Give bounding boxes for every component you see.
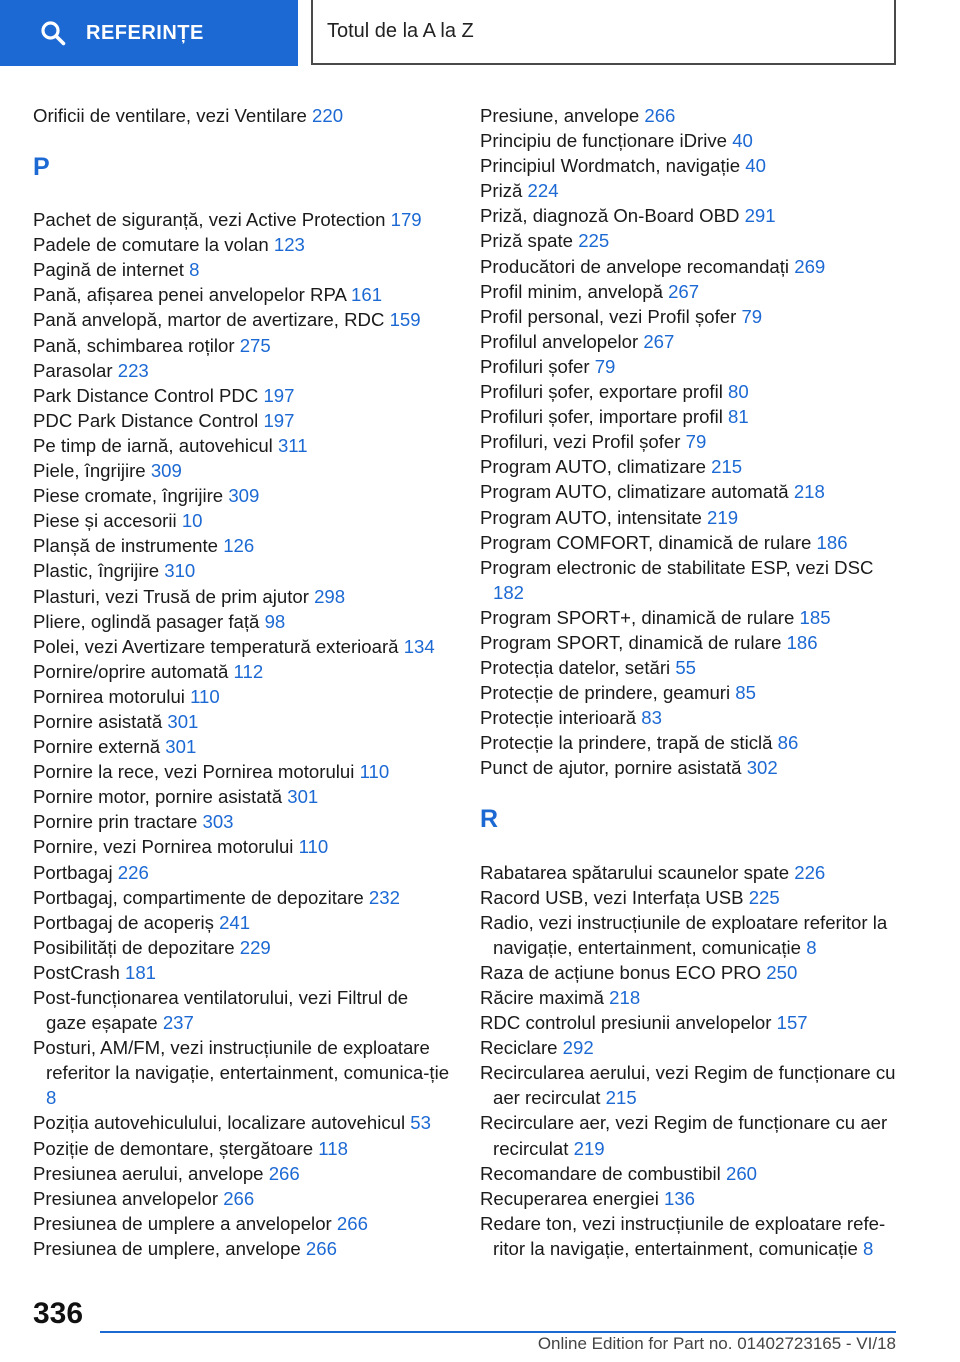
index-entry [33,584,453,609]
page-link[interactable]: 126 [223,535,255,557]
index-entry [33,759,453,784]
index-entry [480,505,900,530]
index-entry [480,279,900,304]
index-entry-text: Radio, vezi instrucțiunile de exploatare referitor la navigație, entertainment, comunicație [480,911,888,958]
index-entry [480,329,900,354]
index-entry-text: RDC controlul presiunii anvelopelor [480,1012,772,1034]
page-link[interactable]: 226 [794,861,826,883]
index-entry-text: PDC Park Distance Control [33,409,259,431]
page-link[interactable]: 79 [594,355,616,377]
page-link[interactable]: 215 [605,1087,637,1109]
index-entry [33,634,453,659]
tab-references-label: REFERINȚE [86,21,204,44]
index-entry-text: Park Distance Control PDC [33,384,259,406]
index-entry [33,1236,453,1261]
index-entry-text: Pornire/oprire automată [33,660,229,682]
page-link[interactable]: 266 [268,1162,300,1184]
page-link[interactable]: 8 [46,1087,57,1109]
index-entry [480,680,900,705]
index-entry-text: Priză spate [480,230,574,252]
index-entry-text: Profilul anvelopelor [480,330,639,352]
index-entry-text: Racord USB, vezi Interfața USB [480,886,744,908]
index-entry [33,734,453,759]
index-entry [480,404,900,429]
page-link[interactable]: 98 [264,610,286,632]
page-link[interactable]: 309 [228,485,260,507]
index-entry [33,307,453,332]
page-link[interactable]: 224 [527,180,559,202]
index-entry [480,1161,900,1186]
page-link[interactable]: 266 [644,105,676,126]
index-entry-text: Posibilități de depozitare [33,936,235,958]
index-entry-text: Pornire externă [33,736,161,758]
index-entry-text: Pagină de internet [33,259,184,281]
page-link[interactable]: 197 [263,384,295,406]
index-entry [33,333,453,358]
page-link[interactable]: 136 [664,1187,696,1209]
index-entry-text: Punct de ajutor, pornire asistată [480,757,742,779]
page-link[interactable]: 110 [359,761,390,783]
index-entry-text: Profil personal, vezi Profil șofer [480,305,737,327]
index-entry [480,530,900,555]
index-entry [33,558,453,583]
index-entry-text: Parasolar [33,359,113,381]
page-link[interactable]: 53 [410,1112,431,1134]
footer-divider [100,1331,896,1333]
index-entry-text: Profiluri șofer, importare profil [480,406,723,428]
index-entry [33,709,453,734]
index-entry-text: Recuperarea energiei [480,1187,659,1209]
index-entry [480,479,900,504]
index-entry-text: Program AUTO, climatizare automată [480,481,789,503]
index-entry-text: Pornire la rece, vezi Pornirea motorului [33,761,355,783]
index-entry-text: Piele, îngrijire [33,460,146,482]
index-entry [33,408,453,433]
page-link[interactable]: 8 [806,936,817,958]
index-entry-text: Pană, schimbarea roților [33,334,235,356]
index-entry-text: Portbagaj, compartimente de depozitare [33,886,364,908]
page-link[interactable]: 157 [776,1012,808,1034]
page-link[interactable]: 86 [777,732,799,754]
page-link[interactable]: 185 [799,606,831,628]
index-entry [33,885,453,910]
page-link[interactable]: 215 [711,456,743,478]
index-entry-text: Recomandare de combustibil [480,1162,721,1184]
index-entry-text: Profiluri șofer [480,355,590,377]
page-link[interactable]: 309 [150,460,182,482]
index-entry-text: Rabatarea spătarului scaunelor spate [480,861,790,883]
index-entry [33,935,453,960]
page-link[interactable]: 118 [318,1137,348,1159]
index-entry [33,207,453,232]
page-link[interactable]: 110 [298,836,329,858]
index-entry [480,203,900,228]
index-entry-text: Pliere, oglindă pasager față [33,610,260,632]
page-link[interactable]: 79 [685,431,707,453]
index-entry [33,784,453,809]
index-entry [33,960,453,985]
index-entry-text: Padele de comutare la volan [33,234,269,256]
index-entry [480,128,900,153]
index-entry-text: Program AUTO, intensitate [480,506,702,528]
page-link[interactable]: 303 [202,811,234,833]
page-link[interactable]: 266 [223,1187,255,1209]
index-entry [480,1186,900,1211]
page-link[interactable]: 80 [728,381,749,403]
index-entry-text: Pornire motor, pornire asistată [33,786,283,808]
index-entry-text: Pornire prin tractare [33,811,198,833]
tab-references[interactable] [0,0,298,66]
index-entry-text: Recirculare aer, vezi Regim de funcționare cu aer recirculat [480,1112,888,1159]
index-entry [480,860,900,885]
index-entry [480,605,900,630]
page-link[interactable]: 310 [164,560,196,582]
index-entry [33,1035,453,1110]
index-entry-text: Recircularea aerului, vezi Regim de funcționare cu aer recirculat [480,1062,896,1109]
index-column-left [33,103,453,1261]
page-link[interactable]: 225 [748,886,780,908]
index-entry [33,282,453,307]
page-link[interactable]: 218 [793,481,825,503]
index-entry [33,1211,453,1236]
index-entry-text: Program SPORT, dinamică de rulare [480,631,782,653]
index-entry [33,1110,453,1135]
index-entry-text: Pornirea motorului [33,685,185,707]
index-entry-text: Protecția datelor, setări [480,657,671,679]
index-entry [33,985,453,1035]
index-entry-text: Pachet de siguranță, vezi Active Protection [33,209,386,231]
page-link[interactable]: 220 [312,105,344,126]
page-link[interactable]: 291 [744,205,776,227]
page-link[interactable]: 8 [863,1237,874,1259]
page-link[interactable]: 40 [745,155,766,177]
index-section-letter [480,792,900,848]
page-link[interactable]: 226 [117,861,149,883]
page-link[interactable]: 250 [766,961,798,983]
index-entry-text: Presiunea aerului, anvelope [33,1162,264,1184]
index-entry [33,1136,453,1161]
index-entry-text: Portbagaj de acoperiș [33,911,214,933]
index-entry-text: Planșă de instrumente [33,535,219,557]
page-link[interactable]: 225 [578,230,610,252]
index-entry-text: Plasturi, vezi Trusă de prim ajutor [33,585,309,607]
index-entry [33,103,453,128]
index-entry-text: Redare ton, vezi instrucțiunile de exploatare refe-ritor la navigație, entertainment, comunicație [480,1212,886,1259]
index-entry [480,885,900,910]
page-link[interactable]: 232 [368,886,400,908]
section-letter-heading: P [33,152,50,181]
index-entry [480,730,900,755]
page-link[interactable]: 83 [641,707,662,729]
index-entry [33,609,453,634]
index-entry [480,555,900,605]
index-entry [480,429,900,454]
index-entry [33,533,453,558]
page-number: 336 [33,1297,84,1330]
index-entry [480,1060,900,1110]
page-link[interactable]: 159 [389,309,421,331]
tab-a-to-z-label: Totul de la A la Z [327,20,474,42]
index-entry-text: Priză [480,180,523,202]
page-link[interactable]: 186 [786,631,818,653]
index-entry [33,1186,453,1211]
index-entry-text: Piese cromate, îngrijire [33,485,224,507]
index-entry-text: Post-funcționarea ventilatorului, vezi Filtrul de gaze eșapate [33,987,409,1034]
page-link[interactable]: 301 [165,736,197,758]
page-link[interactable]: 275 [239,334,271,356]
index-entry-text: Program COMFORT, dinamică de rulare [480,531,812,553]
index-entry [33,483,453,508]
index-entry [33,358,453,383]
index-entry [480,985,900,1010]
index-entry-text: Principiul Wordmatch, navigație [480,155,741,177]
index-entry-text: Priză, diagnoză On-Board OBD [480,205,740,227]
index-entry-text: Piese și accesorii [33,510,177,532]
index-entry [480,1035,900,1060]
index-entry [480,960,900,985]
page-link[interactable]: 267 [643,330,675,352]
page-link[interactable]: 292 [562,1037,594,1059]
index-entry [33,383,453,408]
index-entry-text: Protecție la prindere, trapă de sticlă [480,732,773,754]
index-entry [480,655,900,680]
page-link[interactable]: 81 [728,406,749,428]
index-entry-text: Program SPORT+, dinamică de rulare [480,606,795,628]
index-entry-text: Producători de anvelope recomandați [480,255,790,277]
index-entry-text: Protecție de prindere, geamuri [480,682,731,704]
index-entry [480,910,900,960]
page-link[interactable]: 161 [351,284,383,306]
index-entry-text: Poziție de demontare, ștergătoare [33,1137,314,1159]
index-entry-text: Protecție interioară [480,707,637,729]
index-entry-text: PostCrash [33,961,120,983]
page-link[interactable]: 186 [816,531,848,553]
page-link[interactable]: 8 [189,259,200,281]
index-section-letter [33,139,453,195]
page-link[interactable]: 85 [735,682,756,704]
index-entry [33,684,453,709]
page-link[interactable]: 267 [668,280,700,302]
index-entry-text: Portbagaj [33,861,113,883]
index-entry [480,379,900,404]
index-entry [33,910,453,935]
index-entry-text: Presiunea anvelopelor [33,1187,219,1209]
index-entry [480,705,900,730]
index-entry [33,809,453,834]
page-link[interactable]: 266 [336,1212,368,1234]
page-link[interactable]: 301 [287,786,319,808]
page-link[interactable]: 311 [277,434,308,456]
index-entry [33,860,453,885]
index-entry [480,153,900,178]
page-link[interactable]: 182 [493,581,525,603]
page-link[interactable]: 112 [233,660,264,682]
index-entry [480,1010,900,1035]
index-entry [480,454,900,479]
page-link[interactable]: 55 [675,657,697,679]
index-entry [33,834,453,859]
index-entry [480,354,900,379]
page-link[interactable]: 181 [124,961,157,983]
index-entry-text: Program electronic de stabilitate ESP, vezi DSC [480,556,874,578]
index-entry-text: Pană anvelopă, martor de avertizare, RDC [33,309,385,331]
index-entry-text: Posturi, AM/FM, vezi instrucțiunile de exploatare referitor la navigație, entertainment, comunica-ție [33,1037,450,1084]
page-link[interactable]: 110 [190,685,220,707]
page-link[interactable]: 301 [167,710,199,732]
index-entry [33,458,453,483]
index-entry-text: Reciclare [480,1037,558,1059]
index-entry [480,630,900,655]
page-link[interactable]: 134 [403,635,435,657]
page-link[interactable]: 237 [162,1012,194,1034]
index-entry-text: Profil minim, anvelopă [480,280,663,302]
index-entry-text: Presiunea de umplere, anvelope [33,1237,301,1259]
page-link[interactable]: 79 [741,305,763,327]
index-entry-text: Presiune, anvelope [480,105,640,126]
index-entry [33,232,453,257]
index-entry-text: Răcire maximă [480,987,604,1008]
page-link[interactable]: 40 [732,130,753,152]
page-link[interactable]: 266 [305,1237,337,1259]
index-entry-text: Raza de acțiune bonus ECO PRO [480,961,762,983]
index-entry [480,304,900,329]
index-entry-text: Pornire, vezi Pornirea motorului [33,836,294,858]
index-entry-text: Profiluri, vezi Profil șofer [480,431,681,453]
page-link[interactable]: 10 [181,510,203,532]
index-entry-text: Presiunea de umplere a anvelopelor [33,1212,332,1234]
tab-a-to-z[interactable] [311,0,896,65]
search-icon [40,20,66,46]
index-entry [480,1110,900,1160]
index-entry [33,1161,453,1186]
index-entry-text: Pană, afișarea penei anvelopelor RPA [33,284,346,306]
page-link[interactable]: 229 [239,936,271,958]
index-entry [480,1211,900,1261]
index-entry [480,755,900,780]
page-link[interactable]: 218 [609,987,641,1008]
index-entry [33,659,453,684]
index-entry [33,433,453,458]
page-link[interactable]: 302 [746,757,778,779]
page-link[interactable]: 197 [263,409,295,431]
index-entry [480,254,900,279]
index-entry [480,228,900,253]
page-link[interactable]: 241 [219,911,251,933]
index-column-right [480,103,900,1261]
page-link[interactable]: 219 [707,506,739,528]
index-entry-text: Orificii de ventilare, vezi Ventilare [33,105,307,126]
page-link[interactable]: 179 [390,209,422,231]
section-letter-heading: R [480,804,499,833]
index-entry-text: Program AUTO, climatizare [480,456,706,478]
index-entry-text: Pe timp de iarnă, autovehicul [33,434,273,456]
index-entry-text: Poziția autovehiculului, localizare autovehicul [33,1112,406,1134]
index-entry-text: Plastic, îngrijire [33,560,160,582]
index-entry [33,508,453,533]
index-entry-text: Polei, vezi Avertizare temperatură exterioară [33,635,399,657]
index-entry [480,178,900,203]
index-entry [33,257,453,282]
page-link[interactable]: 269 [794,255,826,277]
index-entry-text: Profiluri șofer, exportare profil [480,381,723,403]
index-entry-text: Pornire asistată [33,710,163,732]
page-link[interactable]: 260 [725,1162,758,1184]
index-entry-text: Principiu de funcționare iDrive [480,130,728,152]
page-link[interactable]: 223 [117,359,149,381]
edition-text: Online Edition for Part no. 01402723165 - VI/18 [537,1334,896,1353]
index-entry [480,103,900,128]
page-link[interactable]: 219 [573,1137,605,1159]
page-link[interactable]: 123 [273,234,305,256]
page-link[interactable]: 298 [314,585,346,607]
